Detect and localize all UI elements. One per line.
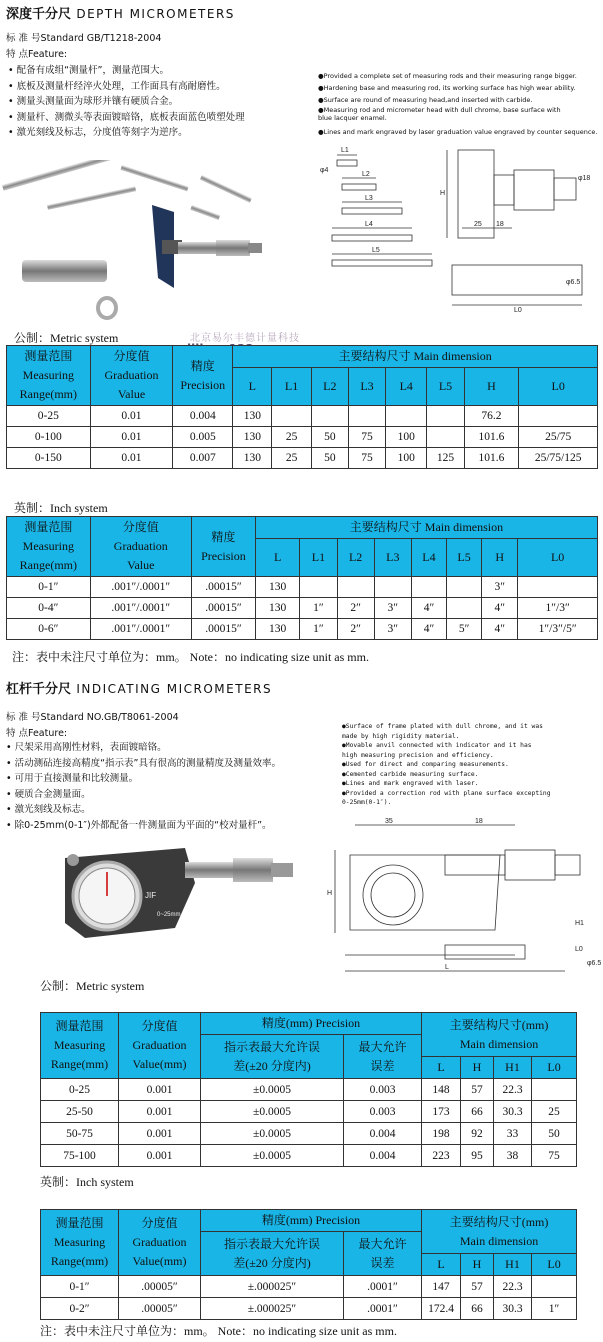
table-row: 0-4″ .001″/.0001″ .00015″ 130 1″ 2″ 3″ 4″ 4″ 1″/3″ [7,598,598,619]
col-header-graduation: 分度值 Graduation Value [90,517,191,577]
measuring-rods [2,160,252,220]
col-header-dim: L [422,1254,461,1276]
col-header-graduation: 分度值 Graduation Value [90,346,173,406]
col-header-indicator-error: 指示表最大允许误 差(±20 分度内) [201,1232,344,1276]
depth-drawing-labels [320,147,590,314]
depth-features-en [318,70,597,138]
col-header-dim: H1 [494,1254,532,1276]
indicating-drawing-labels [327,818,601,971]
indicating-feature-en-item: high measuring precision and efficiency. [342,751,494,759]
col-header-precision: 精度 Precision [191,517,255,577]
depth-inch-label: 英制：Inch system [14,501,108,515]
indicating-micrometer-photo [45,828,305,953]
depth-feature-en-item: ●Provided a complete set of measuring rods and their measuring range bigger. [318,72,577,80]
indicating-section-title [6,678,272,697]
col-header-dim: L1 [272,368,311,406]
depth-micrometer-photo [2,160,302,338]
indicating-metric-label: 公制：Metric system [40,979,145,993]
indicating-inch-label: 英制：Inch system [40,1175,134,1189]
indicating-feature-en-item: ●Movable anvil connected with indicator and it has [342,742,532,749]
indicating-metric-table [40,1012,577,1167]
indicating-standard: 标 准 号Standard NO.GB/T8061-2004 [6,712,179,723]
table-row: 0-6″ .001″/.0001″ .00015″ 130 1″ 2″ 3″ 4″ 5″ 4″ 1″/3″/5″ [7,619,598,640]
indicating-title-cn: 杠杆千分尺 [6,682,72,697]
depth-feature-cn-item: • 测量头测量面为球形并镶有硬质合金。 [8,96,179,108]
col-header-dim: L5 [447,539,482,577]
col-header-main-dimension: 主要结构尺寸(mm) Main dimension [422,1013,577,1057]
table-row: 0-1″ .001″/.0001″ .00015″ 130 3″ [7,577,598,598]
col-header-dim: H [461,1057,494,1079]
col-header-range: 测量范围 Measuring Range(mm) [7,346,91,406]
drawing-label: 18 [475,818,483,825]
depth-title-cn: 深度千分尺 [6,7,72,22]
col-header-main-dimension: 主要结构尺寸 Main dimension [255,517,597,539]
col-header-dim: L0 [519,368,598,406]
thimble [233,858,273,882]
indicating-feature-cn-item: • 尺架采用高刚性材料，表面镀暗铬。 [6,742,167,753]
col-header-precision: 精度 Precision [173,346,233,406]
drawing-label: 25 [474,221,482,228]
drawing-label: L2 [362,171,370,178]
col-header-dim: L0 [518,539,598,577]
indicating-feature-en-item: ●Used for direct and comparing measurements. [342,761,509,768]
drawing-label: L3 [365,195,373,202]
depth-unit-note: 注：表中未注尺寸单位为：mm。 Note：no indicating size unit as mm. [12,650,369,664]
depth-technical-drawing [302,140,602,318]
indicating-feature-en-item: ●Cemented carbide measuring surface. [342,770,479,778]
indicating-technical-drawing [325,815,601,975]
col-header-precision: 精度(mm) Precision [201,1013,422,1035]
depth-feature-en-item: ●Lines and mark engraved by laser graduation value engraved by counter sequence. [318,128,598,136]
col-header-dim: L3 [374,539,411,577]
table-row: 50-75 0.001 ±0.0005 0.004 198 92 33 50 [41,1123,577,1145]
depth-feature-cn-item: • 测量杆、测微头等表面镀暗铬，底板表面蓝色喷塑处理 [8,111,245,123]
thimble [216,240,250,256]
depth-feature-en-item: blue lacquer enamel. [318,114,387,122]
depth-metric-table [6,345,598,469]
table-row: 0-2″ .00005″ ±.000025″ .0001″ 172.4 66 30.3 1″ [41,1298,577,1320]
drawing-label: L5 [372,247,380,254]
col-header-graduation: 分度值 Graduation Value(mm) [119,1013,201,1079]
col-header-dim: L0 [532,1254,577,1276]
col-header-range: 测量范围 Measuring Range(mm) [41,1210,119,1276]
depth-feature-en-item: ●Surface are round of measuring head,and inserted with carbide. [318,96,533,104]
indicating-feature-cn-item: • 硬质合金测量面。 [6,788,91,800]
drawing-label: H [440,190,446,197]
depth-feature-en-item: ●Measuring rod and micrometer head with dull chrome, base surface with [318,106,561,114]
col-header-dim: L [255,539,299,577]
col-header-max-error: 最大允许 误差 [344,1232,422,1276]
col-header-dim: L [422,1057,461,1079]
drawing-label: L1 [341,147,349,154]
indicating-feature-cn-item: • 激光刻线及标志。 [6,804,91,816]
drawing-label: φ4 [320,167,329,174]
col-header-max-error: 最大允许 误差 [344,1035,422,1079]
drawing-label: 18 [496,221,504,228]
drawing-label: H1 [575,920,584,927]
indicating-feature-en-item: ●Lines and mark engraved with laser. [342,780,479,787]
col-header-precision: 精度(mm) Precision [201,1210,422,1232]
depth-feature-cn-item: • 配备有成组“测量杆”，测量范围大。 [8,65,169,76]
col-header-dim: H1 [494,1057,532,1079]
col-header-range: 测量范围 Measuring Range(mm) [41,1013,119,1079]
depth-features-cn [8,63,245,141]
drawing-label: φ18 [578,175,591,182]
col-header-dim: L0 [532,1057,577,1079]
depth-feature-cn-item: • 激光刻线及标志，分度值等刻字为逆序。 [8,127,188,139]
col-header-main-dimension: 主要结构尺寸(mm) Main dimension [422,1210,577,1254]
col-header-graduation: 分度值 Graduation Value(mm) [119,1210,201,1276]
indicating-feature-cn-item: • 活动测砧连接高精度“指示表”具有很高的测量精度及测量效率。 [6,757,281,769]
table-row: 75-100 0.001 ±0.0005 0.004 223 95 38 75 [41,1145,577,1167]
depth-feature-en-item: ●Hardening base and measuring rod, its working surface has high wear ability. [318,84,576,92]
col-header-dim: L4 [411,539,446,577]
indicating-inch-table [40,1209,577,1320]
col-header-dim: L4 [386,368,427,406]
col-header-dim: L1 [300,539,337,577]
drawing-label: L0 [575,946,583,953]
indicating-feature-en-item: 0-25mm(0-1″). [342,799,392,806]
drawing-label: H [327,890,333,897]
indicating-feature-cn-item: • 可用于直接测量和比较测量。 [6,773,139,785]
col-header-indicator-error: 指示表最大允许误 差(±20 分度内) [201,1035,344,1079]
depth-feature-head: 特 点Feature: [6,49,68,60]
photo-range: 0~25mm [157,912,181,918]
table-row: 0-1″ .00005″ ±.000025″ .0001″ 147 57 22.3 [41,1276,577,1298]
table-row: 0-150 0.01 0.007 130 25 50 75 100 125 101.6 25/75/125 [7,448,598,469]
col-header-dim: L2 [311,368,348,406]
sleeve [178,242,218,254]
depth-title-en: DEPTH MICROMETERS [76,7,235,21]
sleeve [185,862,235,878]
col-header-dim: L [233,368,272,406]
col-header-dim: L3 [348,368,385,406]
standard-rod [22,260,107,282]
drawing-label: φ6.5 [587,960,601,967]
drawing-label: L [445,964,449,971]
watermark-cn: 北京易尔丰德计量科技 [190,333,300,344]
table-row: 0-100 0.01 0.005 130 25 50 75 100 101.6 25/75 [7,427,598,448]
col-header-dim: H [482,539,518,577]
col-header-range: 测量范围 Measuring Range(mm) [7,517,91,577]
drawing-label: φ6.5 [566,279,581,286]
depth-inch-table [6,516,598,640]
col-header-dim: L5 [427,368,464,406]
col-header-dim: L2 [337,539,374,577]
indicating-title-en: INDICATING MICROMETERS [76,682,273,696]
indicating-features-en [342,722,551,808]
depth-metric-label: 公制：Metric system [14,331,119,345]
indicating-features-cn [6,740,281,834]
indicating-feature-cn-item: • 除0-25mm(0-1″)外都配备一件测量面为平面的“校对量杆”。 [6,819,272,831]
indicating-feature-head: 特 点Feature: [6,728,68,739]
depth-feature-cn-item: • 底板及测量杆经淬火处理，工作面具有高耐磨性。 [8,80,226,92]
depth-standard: 标 准 号Standard GB/T1218-2004 [6,33,162,44]
indicating-feature-en-item: made by high rigidity material. [342,732,460,740]
col-header-dim: H [464,368,519,406]
drawing-label: L4 [365,221,373,228]
depth-section-title [6,3,235,22]
col-header-dim: H [461,1254,494,1276]
table-row: 0-25 0.001 ±0.0005 0.003 148 57 22.3 [41,1079,577,1101]
drawing-label: 35 [385,818,393,825]
indicating-feature-en-item: ●Surface of frame plated with dull chrome, and it was [342,723,543,730]
table-row: 25-50 0.001 ±0.0005 0.003 173 66 30.3 25 [41,1101,577,1123]
indicating-feature-en-item: ●Provided a correction rod with plane surface excepting [342,789,551,797]
setting-ring [98,298,116,318]
indicating-unit-note: 注：表中未注尺寸单位为：mm。 Note：no indicating size unit as mm. [40,1324,397,1338]
table-row: 0-25 0.01 0.004 130 76.2 [7,406,598,427]
drawing-label: L0 [514,307,522,314]
photo-brand: JIF [145,891,157,900]
col-header-main-dimension: 主要结构尺寸 Main dimension [233,346,598,368]
